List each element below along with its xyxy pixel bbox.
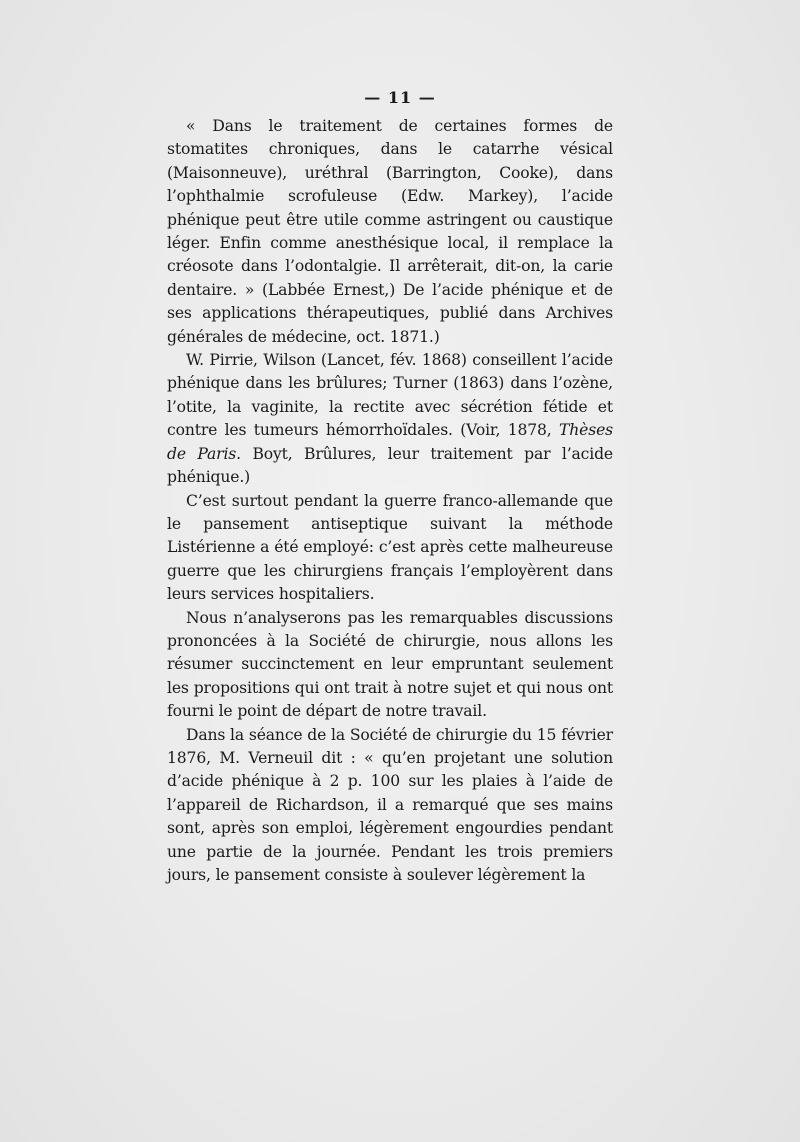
body-text xyxy=(167,115,613,887)
paragraph-3: C’est surtout pendant la guerre franco-allemande que le pansement antiseptique suivant la méthode Listérienne a été employé: c’est après cette malheureuse guerre que les chirurgiens français l’employèrent dans leurs services hospitaliers. xyxy=(167,491,613,604)
page-number: — 11 — xyxy=(364,88,436,107)
paragraph-2-text-after: Boyt, Brûlures, leur traitement par l’acide phénique.) xyxy=(167,444,613,487)
paragraph-5: Dans la séance de la Société de chirurgie du 15 février 1876, M. Verneuil dit : « qu’en projetant une solution d’acide phénique à 2 p. 100 sur les plaies à l’aide de l’appareil de Richardson, il a remarqué que ses mains sont, après son emploi, légèrement engourdies pendant une partie de la journée. Pendant les trois premiers jours, le pansement consiste à soulever légèrement la xyxy=(167,725,613,884)
paragraph-1: « Dans le traitement de certaines formes de stomatites chroniques, dans le catarrhe vésical (Maisonneuve), uréthral (Barrington, Cooke), dans l’ophthalmie scrofuleuse (Edw. Markey), l’acide phénique peut être utile comme astringent ou caustique léger. Enfin comme anesthésique local, il remplace la créosote dans l’odontalgie. Il arrêterait, dit-on, la carie dentaire. » (Labbée Ernest,) De l’acide phénique et de ses applications thérapeutiques, publié dans Archives générales de médecine, oct. 1871.) xyxy=(167,117,613,346)
paragraph-4: Nous n’analyserons pas les remarquables discussions prononcées à la Société de chirurgie, nous allons les résumer succinctement en leur empruntant seulement les propositions qui ont trait à notre sujet et qui nous ont fourni le point de départ de notre travail. xyxy=(167,608,613,721)
paragraph-2-text-before: W. Pirrie, Wilson (Lancet, fév. 1868) conseillent l’acide phénique dans les brûlures; Turner (1863) dans l’ozène, l’otite, la vaginite, la rectite avec sécrétion fétide et contre les tumeurs hémorrhoïdales. (Voir, 1878, xyxy=(167,351,613,440)
paragraph-2 xyxy=(167,349,613,489)
paragraph-2-italic-title: Thèses de Paris. xyxy=(167,421,614,463)
